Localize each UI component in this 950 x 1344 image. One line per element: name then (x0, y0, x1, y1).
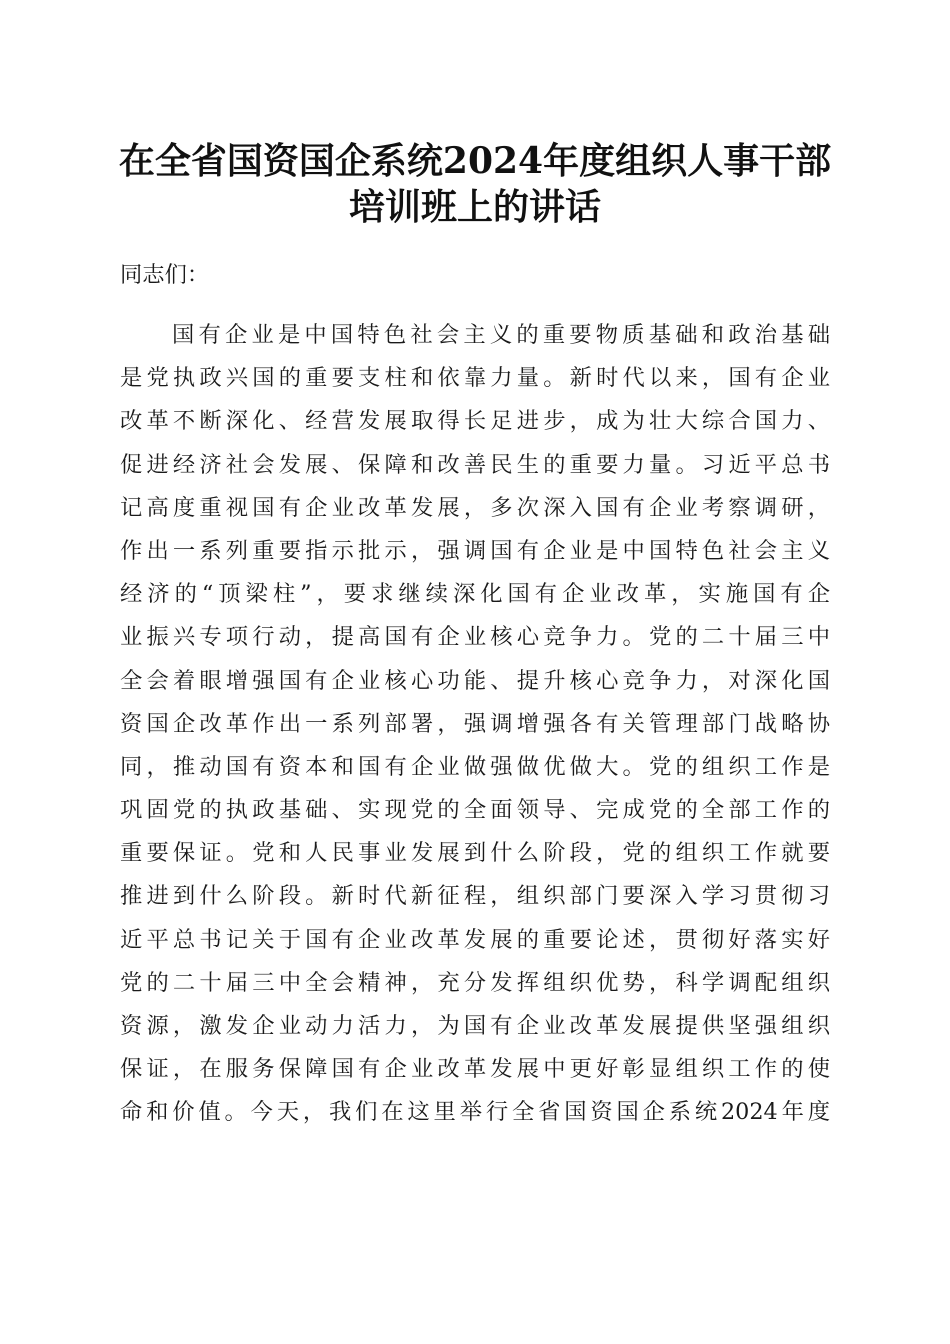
paragraph-line: 是党执政兴国的重要支柱和依靠力量。新时代以来，国有企业 (120, 365, 830, 392)
paragraph-line: 同，推动国有资本和国有企业做强做优做大。党的组织工作是 (120, 753, 830, 780)
paragraph-line: 重要保证。党和人民事业发展到什么阶段，党的组织工作就要 (120, 840, 830, 867)
paragraph-line: 促进经济社会发展、保障和改善民生的重要力量。习近平总书 (120, 451, 830, 478)
paragraph-line: 巩固党的执政基础、实现党的全面领导、完成党的全部工作的 (120, 797, 830, 824)
paragraph-line: 命和价值。今天，我们在这里举行全省国资国企系统2024年度 (120, 1099, 830, 1126)
paragraph-line: 近平总书记关于国有企业改革发展的重要论述，贯彻好落实好 (120, 926, 830, 953)
salutation: 同志们： (120, 262, 210, 288)
paragraph-line: 全会着眼增强国有企业核心功能、提升核心竞争力，对深化国 (120, 667, 830, 694)
paragraph-line: 党的二十届三中全会精神，充分发挥组织优势，科学调配组织 (120, 969, 830, 996)
paragraph-line: 国有企业是中国特色社会主义的重要物质基础和政治基础 (172, 322, 830, 348)
paragraph-line: 经济的“顶梁柱”，要求继续深化国有企业改革，实施国有企 (120, 581, 830, 608)
paragraph-line: 推进到什么阶段。新时代新征程，组织部门要深入学习贯彻习 (120, 883, 830, 910)
paragraph-line: 保证，在服务保障国有企业改革发展中更好彰显组织工作的使 (120, 1056, 830, 1083)
body-paragraph (120, 314, 830, 1135)
paragraph-line: 资源，激发企业动力活力，为国有企业改革发展提供坚强组织 (120, 1013, 830, 1039)
paragraph-line: 资国企改革作出一系列部署，强调增强各有关管理部门战略协 (120, 710, 830, 737)
document-title-line-2: 培训班上的讲话 (348, 186, 601, 228)
paragraph-line: 业振兴专项行动，提高国有企业核心竞争力。党的二十届三中 (120, 624, 830, 651)
paragraph-line: 记高度重视国有企业改革发展，多次深入国有企业考察调研， (120, 494, 830, 521)
paragraph-line: 作出一系列重要指示批示，强调国有企业是中国特色社会主义 (120, 537, 830, 564)
paragraph-line: 改革不断深化、经营发展取得长足进步，成为壮大综合国力、 (120, 408, 830, 435)
document-title-line-1: 在全省国资国企系统2024年度组织人事干部 (118, 140, 832, 182)
